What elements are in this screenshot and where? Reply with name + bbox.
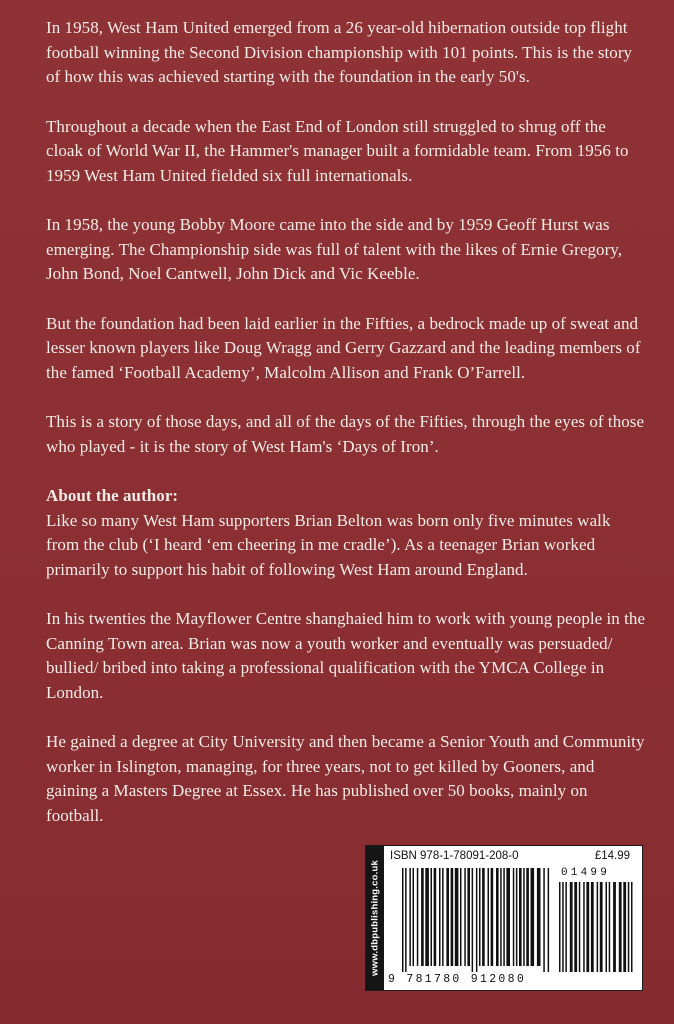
barcode-bar bbox=[434, 868, 437, 966]
barcode-bar bbox=[548, 868, 550, 972]
barcode-addon-number: 01499 bbox=[561, 867, 611, 879]
barcode-bar bbox=[464, 868, 466, 966]
barcode-bar bbox=[583, 882, 585, 972]
barcode-bar bbox=[482, 868, 485, 966]
barcode-bar bbox=[460, 868, 462, 966]
barcode-bar bbox=[421, 868, 424, 966]
barcode-bar bbox=[413, 868, 415, 966]
barcode-bar bbox=[559, 882, 561, 972]
barcode-bar bbox=[606, 882, 608, 972]
barcode-bar bbox=[600, 882, 603, 972]
barcode-bar bbox=[591, 882, 594, 972]
publisher-site: www.dbpublishing.co.uk bbox=[369, 860, 381, 976]
barcode-bar bbox=[513, 868, 515, 966]
barcode-bars bbox=[366, 846, 642, 990]
barcode-bar bbox=[472, 868, 474, 972]
barcode-bar bbox=[467, 868, 470, 966]
blurb-paragraph-3: In 1958, the young Bobby Moore came into the side and by 1959 Geoff Hurst was emerging. The Championship side was full of talent with the likes of Ernie Gregory, John Bond, Noel Cantwell, John Dick and Vic Keeble. bbox=[46, 215, 623, 283]
barcode-bar bbox=[609, 882, 611, 972]
author-paragraph-2: In his twenties the Mayflower Centre shanghaied him to work with young people in the Canning Town area. Brian was now a youth worker and eventually was persuaded/ bullied/ bribed into taking a professional qualification with the YMCA College in London. bbox=[46, 609, 646, 702]
barcode-bar bbox=[613, 882, 616, 972]
barcode-bar bbox=[409, 868, 411, 966]
barcode-bar bbox=[431, 868, 433, 966]
barcode-bar bbox=[531, 868, 535, 966]
barcode-bar bbox=[619, 882, 622, 972]
barcode-bar bbox=[491, 868, 494, 966]
barcode-bar bbox=[516, 868, 518, 966]
barcode-bar bbox=[526, 868, 529, 966]
barcode-bar bbox=[405, 868, 407, 972]
barcode-bar bbox=[579, 882, 581, 972]
barcode-bar bbox=[586, 882, 589, 972]
barcode-bar bbox=[506, 868, 510, 966]
blurb-paragraph-2: Throughout a decade when the East End of London still struggled to shrug off the cloak of World War II, the Hammer's manager built a formidable team. From 1956 to 1959 West Ham United fielded six full internationals. bbox=[46, 116, 629, 185]
blurb-paragraph-5: This is a story of those days, and all of the days of the Fifties, through the eyes of those who played - it is the story of West Ham's ‘Days of Iron’. bbox=[46, 412, 645, 456]
barcode-bar bbox=[631, 882, 633, 972]
barcode-bar bbox=[523, 868, 525, 966]
barcode-bar bbox=[519, 868, 522, 966]
barcode-bar bbox=[439, 868, 441, 966]
barcode-bar bbox=[597, 882, 599, 972]
barcode-bar bbox=[574, 882, 577, 972]
barcode-bar bbox=[488, 868, 490, 966]
barcode-bar bbox=[417, 868, 419, 966]
barcode-bar bbox=[537, 868, 541, 966]
barcode-bar bbox=[402, 868, 404, 972]
barcode-bar bbox=[479, 868, 481, 966]
author-paragraph-3: He gained a degree at City University and then became a Senior Youth and Community worker in Islington, managing, for three years, not to get killed by Gooners, and gaining a Masters Degree at Essex. He has published over 50 books, mainly on football. bbox=[46, 732, 645, 825]
barcode-bar bbox=[425, 868, 429, 966]
barcode-bar bbox=[623, 882, 626, 972]
barcode-bar bbox=[562, 882, 564, 972]
price-label: £14.99 bbox=[594, 850, 630, 862]
barcode-bar bbox=[628, 882, 630, 972]
barcode-bar bbox=[503, 868, 505, 966]
author-paragraph-1: Like so many West Ham supporters Brian Belton was born only five minutes walk from the club (‘I heard ‘em cheering in me cradle’). As a teenager Brian worked primarily to support his habit of following West Ham around England. bbox=[46, 510, 611, 579]
barcode-bar bbox=[455, 868, 459, 966]
barcode-bar bbox=[442, 868, 444, 966]
barcode-bar bbox=[476, 868, 478, 972]
barcode-bar bbox=[565, 882, 567, 972]
barcode-bar bbox=[543, 868, 545, 972]
barcode-bar bbox=[496, 868, 499, 966]
blurb-paragraph-4: But the foundation had been laid earlier in the Fifties, a bedrock made up of sweat and lesser known players like Doug Wragg and Gerry Gazzard and the leading members of the famed ‘Football Academy’, Malcolm Allison and Frank O’Farrell. bbox=[46, 313, 641, 382]
blurb-text bbox=[46, 16, 646, 853]
blurb-paragraph-1: In 1958, West Ham United emerged from a 26 year-old hibernation outside top flight football winning the Second Division championship with 101 points. This is the story of how this was achieved starting with the foundation in the early 50's. bbox=[46, 18, 633, 86]
barcode-bar bbox=[500, 868, 502, 966]
barcode-digits: 9 781780 912080 bbox=[388, 973, 527, 986]
author-heading: About the author: bbox=[46, 486, 179, 505]
barcode-bar bbox=[451, 868, 454, 966]
barcode-bar bbox=[570, 882, 573, 972]
barcode-bar bbox=[446, 868, 449, 966]
isbn-label: ISBN 978-1-78091-208-0 bbox=[390, 850, 519, 862]
barcode-panel bbox=[365, 845, 643, 991]
